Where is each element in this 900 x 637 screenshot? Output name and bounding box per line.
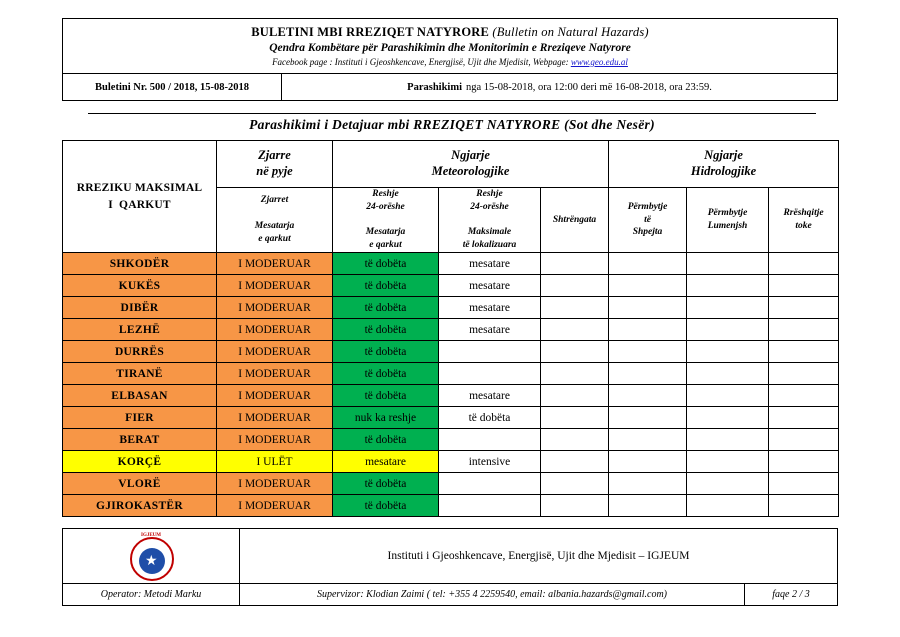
- footer-page-number: faqe 2 / 3: [772, 589, 810, 600]
- cell-region: FIER: [63, 407, 217, 429]
- cell-rain-average: të dobëta: [333, 473, 439, 495]
- header-title-block: [63, 19, 837, 74]
- cell-storms: [541, 473, 609, 495]
- footer-operator: Operator: Metodi Marku: [63, 584, 240, 605]
- cell-flash-floods: [609, 275, 687, 297]
- cell-flash-floods: [609, 363, 687, 385]
- cell-fires: I MODERUAR: [217, 385, 333, 407]
- cell-river-floods: [687, 275, 769, 297]
- cell-rain-average: të dobëta: [333, 495, 439, 517]
- cell-landslides: [769, 451, 839, 473]
- section-title-block: [88, 113, 816, 133]
- footer-top-row: [63, 529, 837, 583]
- cell-storms: [541, 319, 609, 341]
- cell-river-floods: [687, 407, 769, 429]
- bulletin-number: Buletini Nr. 500 / 2018, 15-08-2018: [63, 74, 282, 100]
- cell-landslides: [769, 473, 839, 495]
- cell-region: DURRËS: [63, 341, 217, 363]
- header-meta-row: [63, 74, 837, 100]
- cell-landslides: [769, 253, 839, 275]
- cell-fires: I MODERUAR: [217, 319, 333, 341]
- document-title-translation: (Bulletin on Natural Hazards): [492, 25, 649, 39]
- cell-rain-average: të dobëta: [333, 385, 439, 407]
- cell-region: ELBASAN: [63, 385, 217, 407]
- table-row: [63, 297, 839, 319]
- cell-region: VLORË: [63, 473, 217, 495]
- table-row: [63, 275, 839, 297]
- cell-landslides: [769, 297, 839, 319]
- cell-flash-floods: [609, 297, 687, 319]
- cell-rain-max: mesatare: [439, 275, 541, 297]
- cell-storms: [541, 297, 609, 319]
- group-header-hydrological: Ngjarje Hidrologjike: [609, 141, 839, 188]
- cell-rain-max: mesatare: [439, 297, 541, 319]
- table-row: [63, 451, 839, 473]
- cell-landslides: [769, 407, 839, 429]
- table-row: [63, 341, 839, 363]
- cell-storms: [541, 341, 609, 363]
- cell-fires: I MODERUAR: [217, 407, 333, 429]
- document-header: [62, 18, 838, 101]
- cell-rain-max: mesatare: [439, 253, 541, 275]
- cell-rain-max: të dobëta: [439, 407, 541, 429]
- cell-flash-floods: [609, 253, 687, 275]
- cell-rain-max: mesatare: [439, 319, 541, 341]
- cell-region: DIBËR: [63, 297, 217, 319]
- cell-landslides: [769, 429, 839, 451]
- col-header-flash-floods: Përmbytje të Shpejta: [609, 188, 687, 253]
- cell-rain-max: [439, 429, 541, 451]
- cell-rain-max: [439, 363, 541, 385]
- cell-river-floods: [687, 319, 769, 341]
- table-row: [63, 429, 839, 451]
- cell-flash-floods: [609, 429, 687, 451]
- cell-river-floods: [687, 385, 769, 407]
- table-corner-header: RREZIKU MAKSIMAL I QARKUT: [63, 141, 217, 253]
- cell-rain-max: [439, 341, 541, 363]
- cell-landslides: [769, 341, 839, 363]
- footer-institute-name: Instituti i Gjeoshkencave, Energjisë, Ujit dhe Mjedisit – IGJEUM: [387, 550, 690, 562]
- cell-region: TIRANË: [63, 363, 217, 385]
- cell-storms: [541, 275, 609, 297]
- cell-rain-average: të dobëta: [333, 297, 439, 319]
- logo-ring: [130, 537, 174, 581]
- cell-landslides: [769, 275, 839, 297]
- cell-rain-average: nuk ka reshje: [333, 407, 439, 429]
- cell-landslides: [769, 363, 839, 385]
- group-header-meteorological: Ngjarje Meteorologjike: [333, 141, 609, 188]
- cell-storms: [541, 495, 609, 517]
- table-row: [63, 253, 839, 275]
- cell-storms: [541, 253, 609, 275]
- cell-river-floods: [687, 451, 769, 473]
- cell-flash-floods: [609, 451, 687, 473]
- cell-rain-average: të dobëta: [333, 253, 439, 275]
- cell-region: SHKODËR: [63, 253, 217, 275]
- logo-star-icon: ★: [145, 552, 158, 568]
- cell-river-floods: [687, 429, 769, 451]
- cell-rain-average: të dobëta: [333, 319, 439, 341]
- table-group-header-row: [63, 141, 839, 188]
- table-row: [63, 473, 839, 495]
- cell-landslides: [769, 495, 839, 517]
- forecast-period-cell: [282, 74, 837, 100]
- cell-fires: I MODERUAR: [217, 473, 333, 495]
- cell-rain-max: [439, 473, 541, 495]
- cell-region: BERAT: [63, 429, 217, 451]
- group-header-fires: Zjarre në pyje: [217, 141, 333, 188]
- cell-fires: I MODERUAR: [217, 341, 333, 363]
- cell-fires: I MODERUAR: [217, 363, 333, 385]
- logo-label-top: IGJEUM: [141, 533, 161, 538]
- cell-landslides: [769, 319, 839, 341]
- document-title-bold: BULETINI MBI RREZIQET NATYRORE: [251, 25, 490, 39]
- cell-fires: I MODERUAR: [217, 297, 333, 319]
- hazards-table-body: [63, 253, 839, 517]
- cell-river-floods: [687, 363, 769, 385]
- cell-landslides: [769, 385, 839, 407]
- section-divider: [88, 113, 816, 114]
- footer-bottom-row: [63, 583, 837, 605]
- cell-rain-average: të dobëta: [333, 363, 439, 385]
- footer-logo-cell: [63, 529, 240, 583]
- header-contact-line: [67, 57, 833, 67]
- header-webpage-link[interactable]: www.geo.edu.al: [570, 57, 628, 67]
- cell-river-floods: [687, 253, 769, 275]
- col-header-storms: Shtrëngata: [541, 188, 609, 253]
- col-header-rain-max: Reshje 24-orëshe Maksimale të lokalizuara: [439, 188, 541, 253]
- col-header-fires: Zjarret Mesatarja e qarkut: [217, 188, 333, 253]
- cell-flash-floods: [609, 341, 687, 363]
- cell-rain-average: të dobëta: [333, 341, 439, 363]
- cell-storms: [541, 407, 609, 429]
- forecast-period: nga 15-08-2018, ora 12:00 deri më 16-08-2018, ora 23:59.: [466, 81, 712, 93]
- cell-fires: I MODERUAR: [217, 495, 333, 517]
- table-row: [63, 407, 839, 429]
- cell-region: GJIROKASTËR: [63, 495, 217, 517]
- cell-fires: I ULËT: [217, 451, 333, 473]
- table-row: [63, 385, 839, 407]
- col-header-rain-average: Reshje 24-orëshe Mesatarja e qarkut: [333, 188, 439, 253]
- forecast-label: Parashikimi: [407, 81, 462, 93]
- col-header-river-floods: Përmbytje Lumenjsh: [687, 188, 769, 253]
- cell-flash-floods: [609, 473, 687, 495]
- cell-river-floods: [687, 297, 769, 319]
- hazards-table: [62, 140, 839, 517]
- cell-region: KORÇË: [63, 451, 217, 473]
- cell-storms: [541, 451, 609, 473]
- cell-rain-average: të dobëta: [333, 275, 439, 297]
- cell-river-floods: [687, 495, 769, 517]
- section-title: Parashikimi i Detajuar mbi RREZIQET NATYRORE (Sot dhe Nesër): [249, 117, 655, 132]
- cell-flash-floods: [609, 385, 687, 407]
- cell-region: LEZHË: [63, 319, 217, 341]
- cell-river-floods: [687, 341, 769, 363]
- cell-storms: [541, 429, 609, 451]
- table-row: [63, 363, 839, 385]
- cell-fires: I MODERUAR: [217, 275, 333, 297]
- cell-rain-average: mesatare: [333, 451, 439, 473]
- col-header-landslides: Rrëshqitje toke: [769, 188, 839, 253]
- cell-rain-max: intensive: [439, 451, 541, 473]
- igjeum-logo-icon: [128, 533, 174, 579]
- cell-storms: [541, 385, 609, 407]
- cell-flash-floods: [609, 407, 687, 429]
- cell-fires: I MODERUAR: [217, 253, 333, 275]
- table-row: [63, 319, 839, 341]
- document-title: [67, 25, 833, 40]
- cell-rain-max: [439, 495, 541, 517]
- document-footer: [62, 528, 838, 606]
- cell-rain-max: mesatare: [439, 385, 541, 407]
- cell-flash-floods: [609, 495, 687, 517]
- cell-storms: [541, 363, 609, 385]
- header-contact-text: Facebook page : Instituti i Gjeoshkencave, Energjisë, Ujit dhe Mjedisit, Webpage:: [272, 57, 569, 67]
- cell-region: KUKËS: [63, 275, 217, 297]
- cell-flash-floods: [609, 319, 687, 341]
- table-row: [63, 495, 839, 517]
- footer-supervisor: Supervizor: Klodian Zaimi ( tel: +355 4 2259540, email: albania.hazards@gmail.com): [240, 584, 745, 605]
- cell-fires: I MODERUAR: [217, 429, 333, 451]
- cell-rain-average: të dobëta: [333, 429, 439, 451]
- document-subtitle: Qendra Kombëtare për Parashikimin dhe Monitorimin e Rreziqeve Natyrore: [269, 42, 631, 54]
- cell-river-floods: [687, 473, 769, 495]
